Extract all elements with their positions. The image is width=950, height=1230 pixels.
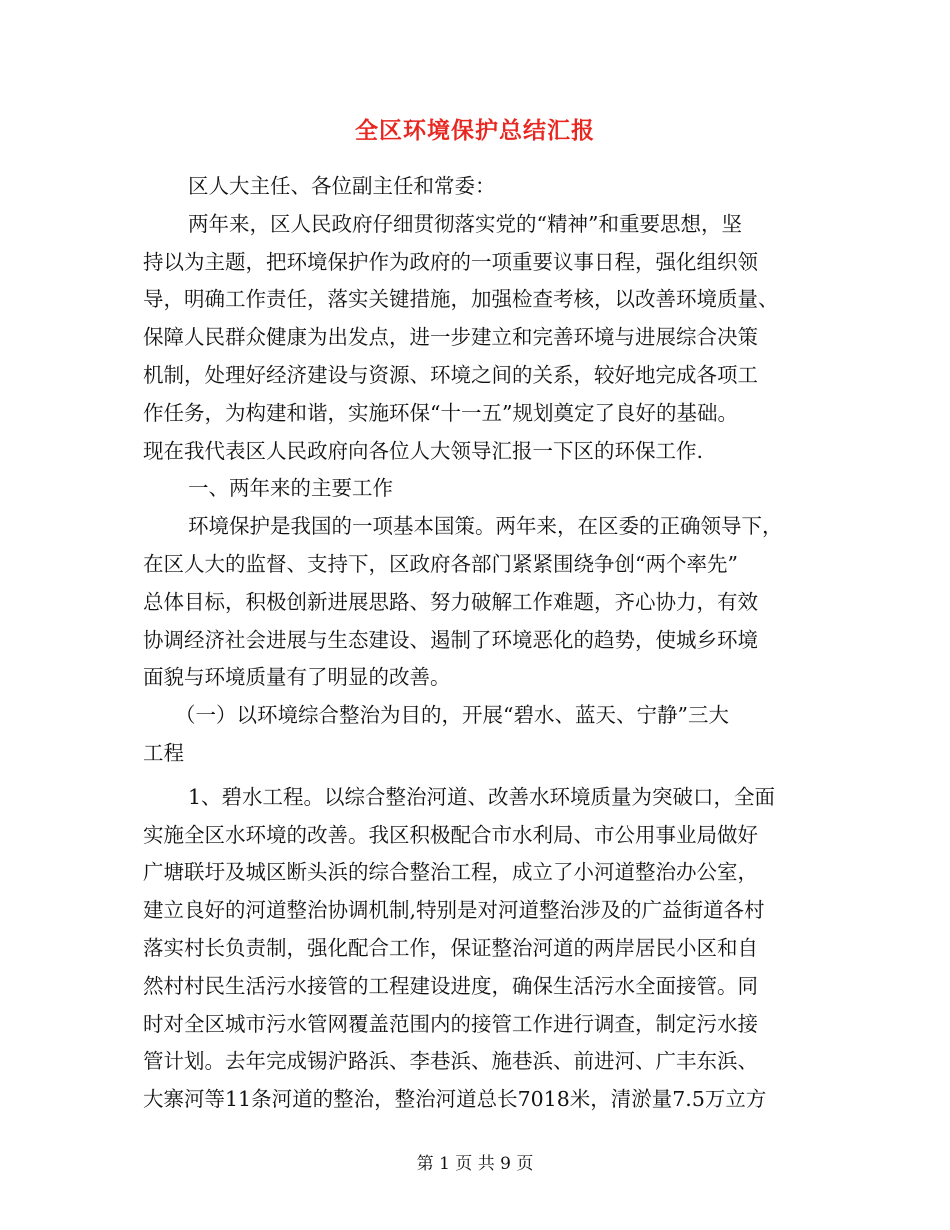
paragraph-line: 1、碧水工程。以综合整治河道、改善水环境质量为突破口，全面 [188,784,776,809]
paragraph-line: 广塘联圩及城区断头浜的综合整治工程，成立了小河道整治办公室， [143,860,758,885]
paragraph-line: 总体目标，积极创新进展思路、努力破解工作难题，齐心协力，有效 [143,589,758,614]
document-body [143,168,807,1119]
paragraph-line: 环境保护是我国的一项基本国策。两年来，在区委的正确领导下， [188,514,783,539]
paragraph-line: 在区人大的监督、支持下，区政府各部门紧紧围绕争创“两个率先” [143,551,738,576]
paragraph-line: 机制，处理好经济建设与资源、环境之间的关系，较好地完成各项工 [143,362,758,387]
paragraph-line: 两年来，区人民政府仔细贯彻落实党的“精神”和重要思想，坚 [188,211,742,236]
paragraph-line: 持以为主题，把环境保护作为政府的一项重要议事日程，强化组织领 [143,249,758,274]
subsection-heading: （一）以环境综合整治为目的，开展“碧水、蓝天、宁静”三大 [175,703,729,728]
subsection-heading: 工程 [143,740,184,765]
paragraph-line: 区人大主任、各位副主任和常委： [188,174,496,198]
paragraph-line: 作任务，为构建和谐，实施环保“十一五”规划奠定了良好的基础。 [143,400,738,425]
paragraph-line: 大寨河等11条河道的整治，整治河道总长7018米，清淤量7.5万立方 [143,1087,767,1112]
paragraph-line: 导，明确工作责任，落实关键措施，加强检查考核，以改善环境质量、 [143,287,779,312]
section-heading: 一、两年来的主要工作 [188,476,393,501]
paragraph-line: 然村村民生活污水接管的工程建设进度，确保生活污水全面接管。同 [143,973,758,998]
paragraph-line: 落实村长负责制，强化配合工作，保证整治河道的两岸居民小区和自 [143,935,758,960]
paragraph-line: 保障人民群众健康为出发点，进一步建立和完善环境与进展综合决策 [143,325,758,350]
paragraph-line: 管计划。去年完成锡沪路浜、李巷浜、施巷浜、前进河、广丰东浜、 [143,1049,758,1074]
page-number-footer: 第 1 页 共 9 页 [416,1154,534,1174]
paragraph-line: 面貌与环境质量有了明显的改善。 [143,665,451,690]
paragraph-line: 现在我代表区人民政府向各位人大领导汇报一下区的环保工作. [143,438,704,463]
paragraph-line: 协调经济社会进展与生态建设、遏制了环境恶化的趋势，使城乡环境 [143,627,758,652]
paragraph-line: 时对全区城市污水管网覆盖范围内的接管工作进行调查，制定污水接 [143,1011,758,1036]
paragraph-line: 实施全区水环境的改善。我区积极配合市水利局、市公用事业局做好 [143,822,758,847]
document-title: 全区环境保护总结汇报 [355,118,595,144]
paragraph-line: 建立良好的河道整治协调机制,特别是对河道整治涉及的广益街道各村 [143,898,765,923]
